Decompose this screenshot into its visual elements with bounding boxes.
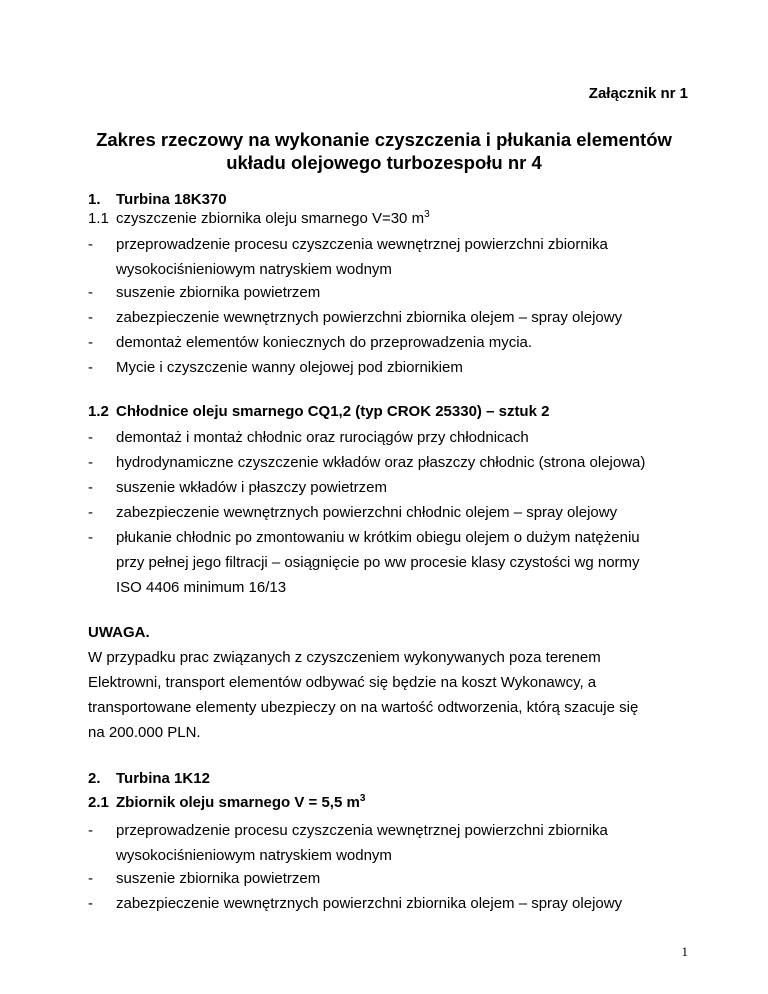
subsection-1-2-title: Chłodnice oleju smarnego CQ1,2 (typ CROK 25330) – sztuk 2 [116,403,550,420]
bullet-dash: - [88,529,93,546]
list-item-text: wysokociśnieniowym natryskiem wodnym [116,847,392,864]
title-line-1: Zakres rzeczowy na wykonanie czyszczenia i płukania elementów [96,129,672,150]
subsection-2-1-title: Zbiornik oleju smarnego V = 5,5 m [116,794,360,811]
list-item-text: demontaż i montaż chłodnic oraz rurociągów przy chłodnicach [116,429,529,446]
list-item-text: suszenie zbiornika powietrzem [116,870,321,887]
list-item-text: płukanie chłodnic po zmontowaniu w krótkim obiegu olejem o dużym natężeniu [116,529,640,546]
section-1-title: Turbina 18K370 [116,191,227,208]
superscript: 3 [424,209,430,220]
bullet-dash: - [88,822,93,839]
bullet-dash: - [88,334,93,351]
subsection-1-2-number: 1.2 [88,403,109,420]
section-2-number: 2. [88,770,101,787]
note-paragraph [88,645,688,745]
page-number: 1 [681,944,688,959]
document-title [60,128,708,174]
subsection-1-1-number: 1.1 [88,210,109,227]
bullet-dash: - [88,870,93,887]
list-item-text: zabezpieczenie wewnętrznych powierzchni chłodnic olejem – spray olejowy [116,504,618,521]
note-line: transportowane elementy ubezpieczy on na wartość odtworzenia, którą szacuje się [88,699,639,716]
list-item-text: przy pełnej jego filtracji – osiągnięcie po ww procesie klasy czystości wg normy [116,554,640,571]
subsection-2-1-number: 2.1 [88,794,109,811]
list-item-text: suszenie wkładów i płaszczy powietrzem [116,479,387,496]
list-item-text: przeprowadzenie procesu czyszczenia wewnętrznej powierzchni zbiornika [116,236,608,253]
bullet-dash: - [88,429,93,446]
bullet-dash: - [88,454,93,471]
superscript: 3 [359,793,366,804]
bullet-dash: - [88,504,93,521]
list-item-text: Mycie i czyszczenie wanny olejowej pod zbiornikiem [116,359,463,376]
bullet-dash: - [88,284,93,301]
section-2-title: Turbina 1K12 [116,770,210,787]
title-line-2: układu olejowego turbozespołu nr 4 [226,152,542,173]
list-item-text: hydrodynamiczne czyszczenie wkładów oraz płaszczy chłodnic (strona olejowa) [116,454,646,471]
list-item-text: przeprowadzenie procesu czyszczenia wewnętrznej powierzchni zbiornika [116,822,608,839]
list-item-text: zabezpieczenie wewnętrznych powierzchni zbiornika olejem – spray olejowy [116,895,623,912]
bullet-dash: - [88,309,93,326]
list-item-text: wysokociśnieniowym natryskiem wodnym [116,261,392,278]
list-item-text: ISO 4406 minimum 16/13 [116,579,287,596]
subsection-1-1-title: czyszczenie zbiornika oleju smarnego V=30 m [116,210,425,227]
section-1-number: 1. [88,191,101,208]
bullet-dash: - [88,359,93,376]
annex-label: Załącznik nr 1 [588,85,688,102]
bullet-dash: - [88,236,93,253]
bullet-dash: - [88,895,93,912]
list-item-text: suszenie zbiornika powietrzem [116,284,321,301]
note-line: na 200.000 PLN. [88,724,201,741]
list-item-text: zabezpieczenie wewnętrznych powierzchni zbiornika olejem – spray olejowy [116,309,623,326]
bullet-dash: - [88,479,93,496]
note-line: Elektrowni, transport elementów odbywać się będzie na koszt Wykonawcy, a [88,674,597,691]
list-item-text: demontaż elementów koniecznych do przeprowadzenia mycia. [116,334,533,351]
note-label: UWAGA. [88,624,150,641]
note-line: W przypadku prac związanych z czyszczeniem wykonywanych poza terenem [88,649,601,666]
